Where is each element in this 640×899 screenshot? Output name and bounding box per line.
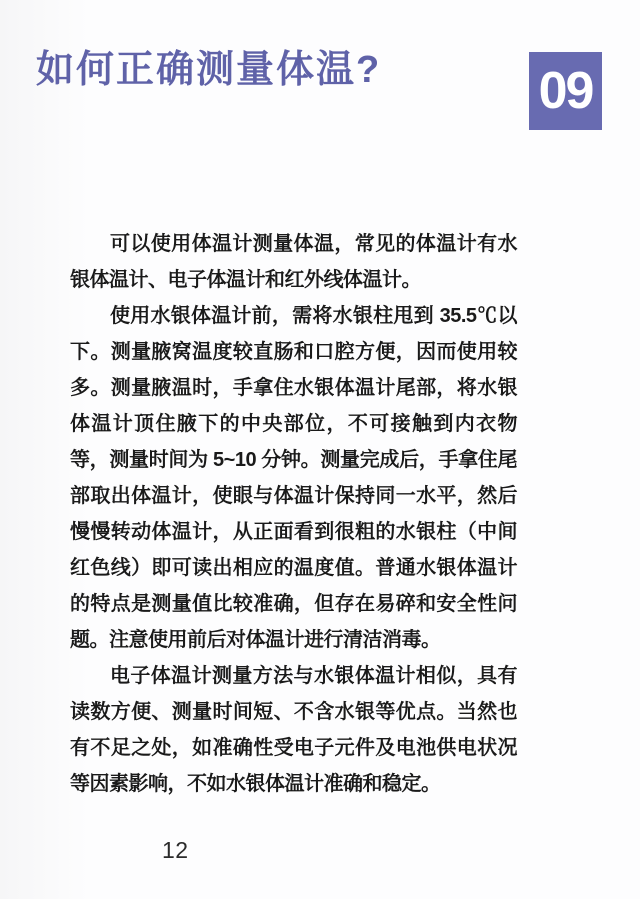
- page-number: 12: [162, 837, 189, 863]
- body-paragraph: 可以使用体温计测量体温，常见的体温计有水银体温计、电子体温计和红外线体温计。: [70, 233, 517, 291]
- page-title: 如何正确测量体温?: [36, 49, 382, 91]
- body-text-block: [70, 226, 517, 802]
- section-number-badge: [529, 52, 602, 130]
- section-number: 09: [538, 62, 593, 120]
- body-paragraph: 使用水银体温计前，需将水银柱甩到 35.5℃以下。测量腋窝温度较直肠和口腔方便，因而使用较多。测量腋温时，手拿住水银体温计尾部，将水银体温计顶住腋下的中央部位，不可接触到内衣物等，测量时间为 5~10 分钟。测量完成后，手拿住尾部取出体温计，使眼与体温计保持同一水平，然后慢慢转动体温计，从正面看到很粗的水银柱（中间红色线）即可读出相应的温度值。普通水银体温计的特点是测量值比较准确，但存在易碎和安全性问题。注意使用前后对体温计进行清洁消毒。: [70, 305, 517, 651]
- body-paragraph: 电子体温计测量方法与水银体温计相似，具有读数方便、测量时间短、不含水银等优点。当然也有不足之处，如准确性受电子元件及电池供电状况等因素影响，不如水银体温计准确和稳定。: [70, 665, 517, 795]
